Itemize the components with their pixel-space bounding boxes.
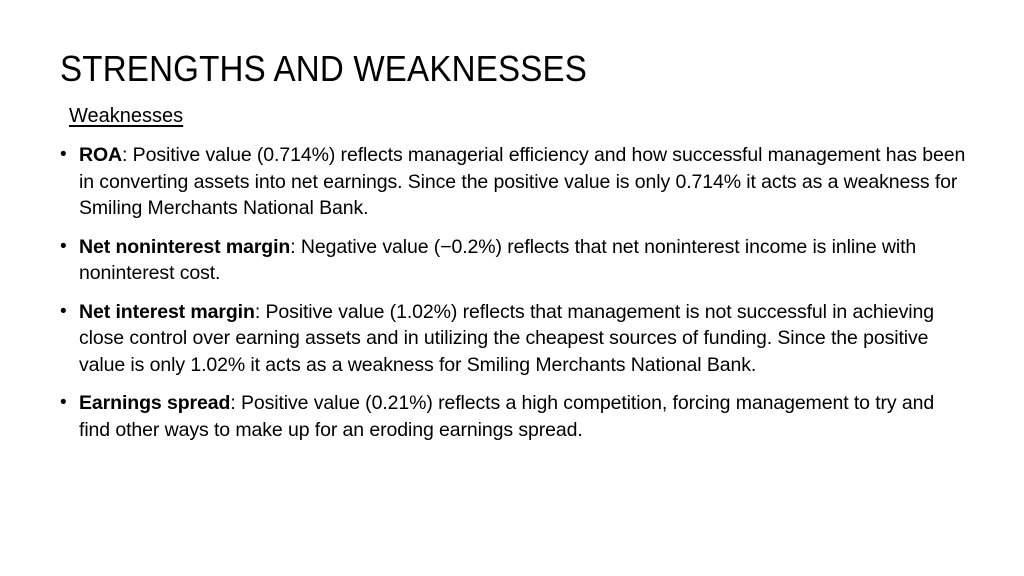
bullet-text: : Positive value (1.02%) reflects that management is not successful in achieving close control over earning assets and in utilizing the cheapest sources of funding. Since the positive value is only 1.02% it acts as a weakness for Smiling Merchants National Bank. xyxy=(79,300,934,376)
bullet-term: Net interest margin xyxy=(79,300,255,323)
slide-title: STRENGTHS AND WEAKNESSES xyxy=(60,48,588,89)
section-subtitle: Weaknesses xyxy=(69,105,184,127)
bullet-term: ROA xyxy=(79,144,123,166)
bullet-term: Earnings spread xyxy=(79,392,231,414)
bullet-item-net-noninterest-margin xyxy=(60,234,970,287)
bullet-item-earnings-spread xyxy=(60,390,970,443)
bullet-text: : Negative value (−0.2%) reflects that net noninterest income is inline with noninterest cost. xyxy=(79,235,917,284)
bullet-item-roa xyxy=(60,142,970,222)
bullet-term: Net noninterest margin xyxy=(79,235,291,258)
bullet-item-net-interest-margin xyxy=(60,299,970,379)
bullet-list xyxy=(60,142,970,455)
bullet-text: : Positive value (0.21%) reflects a high competition, forcing management to try and find other ways to make up for an eroding earnings spread. xyxy=(79,392,935,441)
bullet-text: : Positive value (0.714%) reflects managerial efficiency and how successful management has been in converting assets into net earnings. Since the positive value is only 0.714% it acts as a weakness for Smiling Merchants National Bank. xyxy=(79,144,966,219)
